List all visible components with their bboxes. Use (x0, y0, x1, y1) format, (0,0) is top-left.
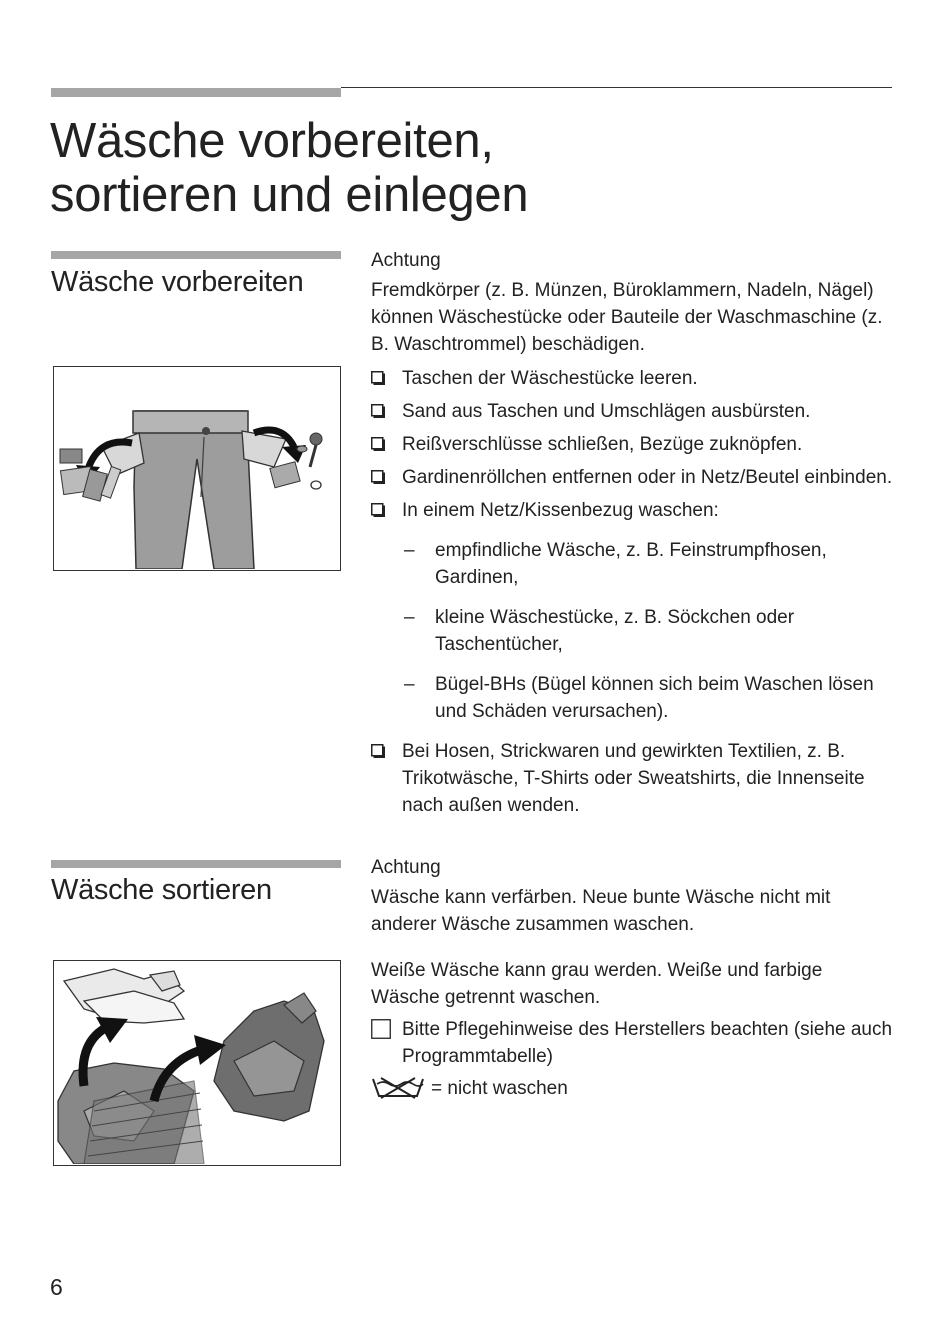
warning-label: Achtung (371, 250, 441, 271)
dash-bullet: – (404, 607, 415, 628)
list-item-text: Reißverschlüsse schließen, Bezüge zuknöpfen. (402, 434, 803, 455)
header-bar (51, 88, 341, 97)
checkbox-icon (371, 437, 385, 451)
dash-bullet: – (404, 540, 415, 561)
checkbox-icon (371, 503, 385, 517)
header-rule (341, 87, 892, 88)
sub-list-item (371, 671, 896, 725)
care-symbol-text: = nicht waschen (431, 1078, 568, 1099)
empty-square-icon (371, 1019, 391, 1039)
section1-content (371, 251, 896, 819)
page-number: 6 (50, 1274, 63, 1300)
sub-list-item-text: kleine Wäschestücke, z. B. Söckchen oder Taschentücher, (435, 607, 795, 655)
list-item (371, 497, 896, 524)
list-item (371, 398, 896, 425)
section-bar (51, 860, 341, 868)
dash-bullet: – (404, 674, 415, 695)
pants-pockets-emptying-illustration (53, 366, 341, 571)
laundry-illustration-icon (54, 961, 339, 1164)
list-item-text: Gardinenröllchen entfernen oder in Netz/Beutel einbinden. (402, 467, 893, 488)
warning-text: Fremdkörper (z. B. Münzen, Büroklammern, Nadeln, Nägel) können Wäschestücke oder Bauteile der Waschmaschine (z. B. Waschtrommel) beschädigen. (371, 280, 883, 355)
list-item (371, 464, 896, 491)
sub-list-item (371, 537, 896, 591)
section-title-prepare: Wäsche vorbereiten (51, 266, 304, 298)
paragraph: Weiße Wäsche kann grau werden. Weiße und farbige Wäsche getrennt waschen. (371, 960, 823, 1008)
list-item-text: Bitte Pflegehinweise des Herstellers beachten (siehe auch Programmtabelle) (402, 1019, 893, 1067)
section-bar (51, 251, 341, 259)
section-title-sort: Wäsche sortieren (51, 874, 272, 906)
sub-list-item (371, 604, 896, 658)
warning-text: Wäsche kann verfärben. Neue bunte Wäsche nicht mit anderer Wäsche zusammen waschen. (371, 887, 831, 935)
page-title (50, 114, 750, 222)
do-not-wash-symbol-icon (371, 1076, 425, 1100)
list-item (371, 431, 896, 458)
checkbox-icon (371, 371, 385, 385)
list-item-text: Taschen der Wäschestücke leeren. (402, 368, 698, 389)
sub-list-item-text: empfindliche Wäsche, z. B. Feinstrumpfhosen, Gardinen, (435, 540, 827, 588)
page-title-line-1: Wäsche vorbereiten, (50, 114, 494, 168)
care-symbol-row (371, 1075, 896, 1102)
warning-label: Achtung (371, 857, 441, 878)
list-item-text: In einem Netz/Kissenbezug waschen: (402, 500, 719, 521)
checkbox-icon (371, 470, 385, 484)
laundry-sorting-illustration (53, 960, 341, 1166)
checkbox-icon (371, 744, 385, 758)
list-item (371, 738, 896, 819)
list-item (371, 1016, 896, 1070)
list-item (371, 365, 896, 392)
section2-content (371, 858, 896, 1102)
pants-illustration-icon (54, 367, 339, 569)
list-item-text: Sand aus Taschen und Umschlägen ausbürsten. (402, 401, 811, 422)
page-title-line-2: sortieren und einlegen (50, 168, 529, 222)
list-item-text: Bei Hosen, Strickwaren und gewirkten Textilien, z. B. Trikotwäsche, T-Shirts oder Sweatshirts, die Innenseite nach außen wenden. (402, 741, 865, 816)
checkbox-icon (371, 404, 385, 418)
sub-list-item-text: Bügel-BHs (Bügel können sich beim Waschen lösen und Schäden verursachen). (435, 674, 874, 722)
